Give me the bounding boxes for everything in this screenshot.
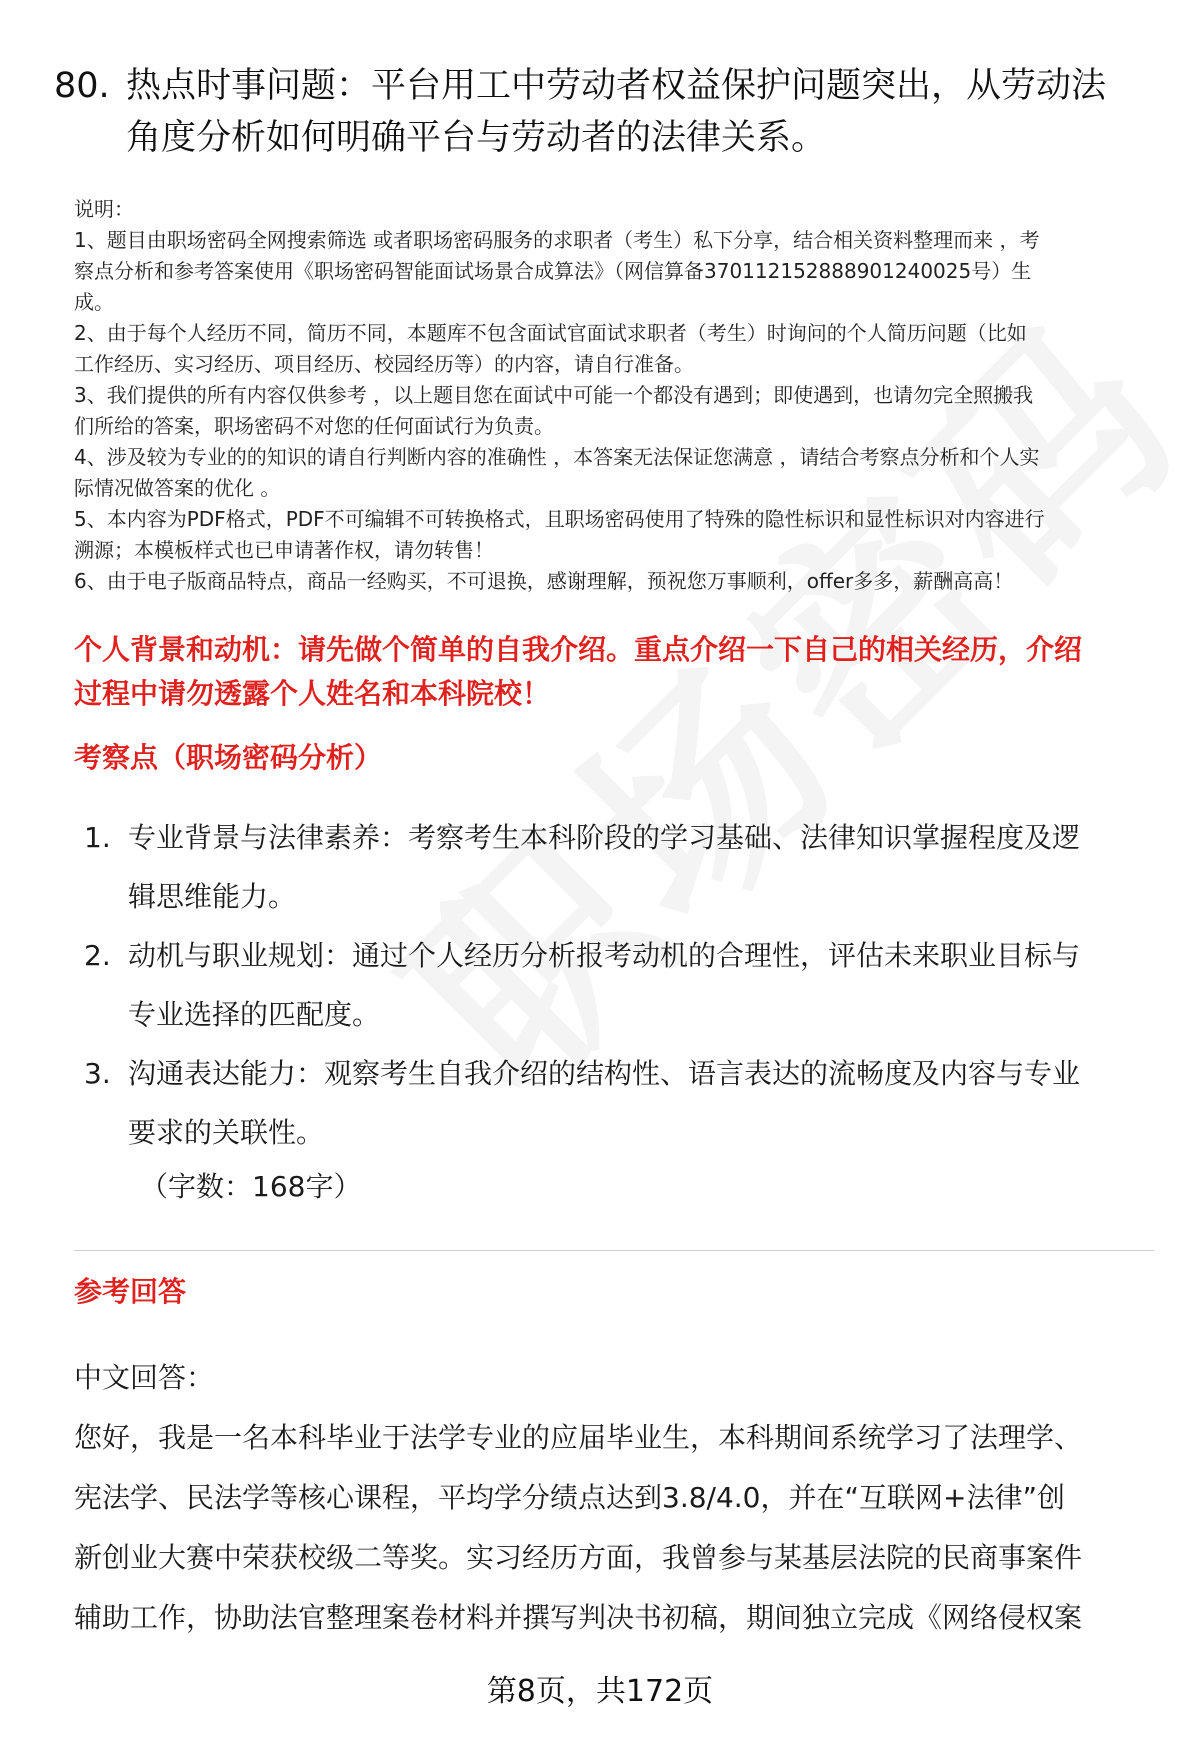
reference-heading: 参考回答 xyxy=(74,1275,187,1308)
word-count: （字数：168字） xyxy=(140,1170,362,1203)
notes-line: 察点分析和参考答案使用《职场密码智能面试场景合成算法》（网信算备370112152888901240025号）生 xyxy=(74,259,1032,283)
notes-block xyxy=(74,194,1164,597)
notes-line: 4、涉及较为专业的的知识的请自行判断内容的准确性 ，本答案无法保证您满意 ，请结合考察点分析和个人实 xyxy=(74,445,1040,469)
point-line: 专业选择的匹配度。 xyxy=(128,998,381,1031)
section-divider xyxy=(74,1250,1154,1251)
list-item xyxy=(74,926,1154,1044)
answer-line: 中文回答： xyxy=(74,1361,215,1394)
answer-line: 新创业大赛中荣获校级二等奖。实习经历方面，我曾参与某基层法院的民商事案件 xyxy=(74,1541,1083,1574)
point-number: 2. xyxy=(84,939,111,972)
notes-line: 们所给的答案，职场密码不对您的任何面试行为负责。 xyxy=(74,414,554,438)
reference-answer xyxy=(74,1348,1154,1648)
list-item xyxy=(74,1044,1154,1162)
answer-line: 您好，我是一名本科毕业于法学专业的应届毕业生，本科期间系统学习了法理学、 xyxy=(74,1421,1083,1454)
intro-question-line-2: 过程中请勿透露个人姓名和本科院校！ xyxy=(74,677,551,710)
assessment-points xyxy=(74,808,1154,1162)
page-number-footer: 第8页，共172页 xyxy=(486,1674,714,1709)
notes-line: 成。 xyxy=(74,290,114,314)
assessment-heading: 考察点（职场密码分析） xyxy=(74,741,383,774)
notes-line: 2、由于每个人经历不同，简历不同，本题库不包含面试官面试求职者（考生）时询问的个人简历问题（比如 xyxy=(74,321,1027,345)
answer-line: 辅助工作，协助法官整理案卷材料并撰写判决书初稿，期间独立完成《网络侵权案 xyxy=(74,1601,1083,1634)
point-line: 专业背景与法律素养：考察考生本科阶段的学习基础、法律知识掌握程度及逻 xyxy=(128,821,1081,854)
notes-line: 5、本内容为PDF格式，PDF不可编辑不可转换格式，且职场密码使用了特殊的隐性标识和显性标识对内容进行 xyxy=(74,507,1045,531)
notes-heading: 说明： xyxy=(74,197,134,221)
notes-line: 3、我们提供的所有内容仅供参考 ，以上题目您在面试中可能一个都没有遇到；即使遇到，也请勿完全照搬我 xyxy=(74,383,1034,407)
intro-question-line-1: 个人背景和动机：请先做个简单的自我介绍。重点介绍一下自己的相关经历，介绍 xyxy=(74,633,1083,666)
question-line-2: 角度分析如何明确平台与劳动者的法律关系。 xyxy=(126,118,827,158)
point-line: 辑思维能力。 xyxy=(128,880,297,913)
notes-line: 际情况做答案的优化 。 xyxy=(74,476,281,500)
notes-line: 溯源；本模板样式也已申请著作权，请勿转售！ xyxy=(74,538,494,562)
intro-question xyxy=(74,628,1164,716)
point-line: 要求的关联性。 xyxy=(128,1116,325,1149)
question-number: 80. xyxy=(54,66,110,106)
question-title xyxy=(54,60,1154,164)
answer-line: 宪法学、民法学等核心课程，平均学分绩点达到3.8/4.0，并在“互联网+法律”创 xyxy=(74,1481,1065,1514)
point-number: 1. xyxy=(84,821,111,854)
notes-line: 1、题目由职场密码全网搜索筛选 或者职场密码服务的求职者（考生）私下分享，结合相关资料整理而来 ，考 xyxy=(74,228,1040,252)
notes-line: 工作经历、实习经历、项目经历、校园经历等）的内容，请自行准备。 xyxy=(74,352,694,376)
point-line: 动机与职业规划：通过个人经历分析报考动机的合理性，评估未来职业目标与 xyxy=(128,939,1081,972)
point-line: 沟通表达能力：观察考生自我介绍的结构性、语言表达的流畅度及内容与专业 xyxy=(128,1057,1081,1090)
question-line-1: 热点时事问题：平台用工中劳动者权益保护问题突出，从劳动法 xyxy=(126,66,1107,106)
notes-line: 6、由于电子版商品特点，商品一经购买，不可退换，感谢理解，预祝您万事顺利，offer多多，薪酬高高！ xyxy=(74,569,1014,593)
list-item xyxy=(74,808,1154,926)
point-number: 3. xyxy=(84,1057,111,1090)
